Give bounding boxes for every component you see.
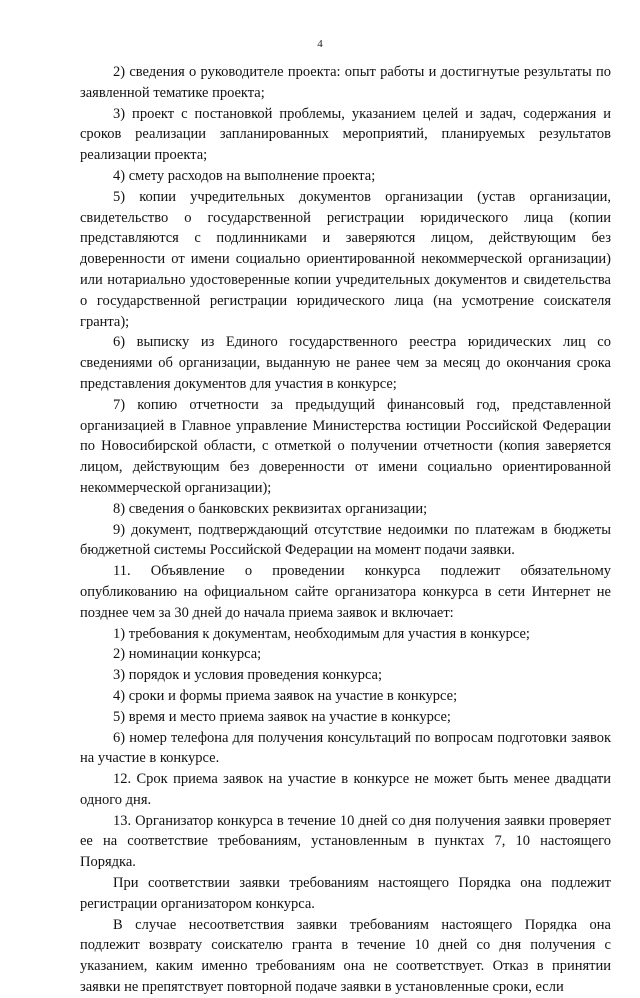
paragraph: 3) порядок и условия проведения конкурса; [113, 667, 383, 684]
paragraph: 1) требования к документам, необходимым для участия в конкурсе; [113, 625, 530, 642]
paragraph: 12. Срок приема заявок на участие в конкурсе не может быть менее двадцати одного дня. [80, 771, 611, 808]
paragraph: 8) сведения о банковских реквизитах организации; [113, 500, 428, 517]
paragraph: 4) сроки и формы приема заявок на участие в конкурсе; [113, 687, 458, 704]
document-body [80, 62, 611, 998]
paragraph: 3) проект с постановкой проблемы, указанием целей и задач, содержания и сроков реализации запланированных мероприятий, планируемых результатов реализации проекта; [80, 105, 611, 164]
paragraph: 2) сведения о руководителе проекта: опыт работы и достигнутые результаты по заявленной тематике проекта; [80, 64, 611, 101]
paragraph: 5) время и место приема заявок на участие в конкурсе; [113, 708, 451, 725]
paragraph: 4) смету расходов на выполнение проекта; [113, 167, 376, 184]
paragraph: 2) номинации конкурса; [113, 646, 262, 663]
paragraph: В случае несоответствия заявки требованиям настоящего Порядка она подлежит возврату соискателю гранта в течение 10 дней со дня получения с указанием, каким именно требованиям она не соответствует. Отказ в принятии заявки не препятствует повторной подаче заявки в установленные сроки, если [80, 916, 611, 996]
paragraph: 7) копию отчетности за предыдущий финансовый год, представленной организацией в Главное управление Министерства юстиции Российской Федерации по Новосибирской области, с отметкой о получении отчетности (копия заверяется лицом, действующим без доверенности от имени социально ориентированной некоммерческой организации); [80, 396, 611, 496]
paragraph: При соответствии заявки требованиям настоящего Порядка она подлежит регистрации организатором конкурса. [80, 875, 611, 912]
paragraph: 13. Организатор конкурса в течение 10 дней со дня получения заявки проверяет ее на соответствие требованиям, установленным в пунктах 7, 10 настоящего Порядка. [80, 812, 611, 871]
paragraph: 11. Объявление о проведении конкурса подлежит обязательному опубликованию на официальном сайте организатора конкурса в сети Интернет не позднее чем за 30 дней до начала приема заявок и включает: [80, 563, 611, 621]
paragraph: 6) выписку из Единого государственного реестра юридических лиц со сведениями об организации, выданную не ранее чем за месяц до окончания срока представления документов для участия в конкурсе; [80, 334, 611, 392]
paragraph: 5) копии учредительных документов организации (устав организации, свидетельство о государственной регистрации юридического лица (копии представляются с подлинниками и заверяются лицом, действующим без доверенности от имени социально ориентированной некоммерческой организации) или нотариально удостоверенные копии учредительных документов и свидетельства о государственной регистрации юридического лица (на усмотрение соискателя гранта); [80, 188, 611, 330]
paragraph: 9) документ, подтверждающий отсутствие недоимки по платежам в бюджеты бюджетной системы Российской Федерации на момент подачи заявки. [80, 521, 611, 559]
page-number: 4 [317, 38, 323, 50]
paragraph: 6) номер телефона для получения консультаций по вопросам подготовки заявок на участие в конкурсе. [80, 729, 611, 767]
